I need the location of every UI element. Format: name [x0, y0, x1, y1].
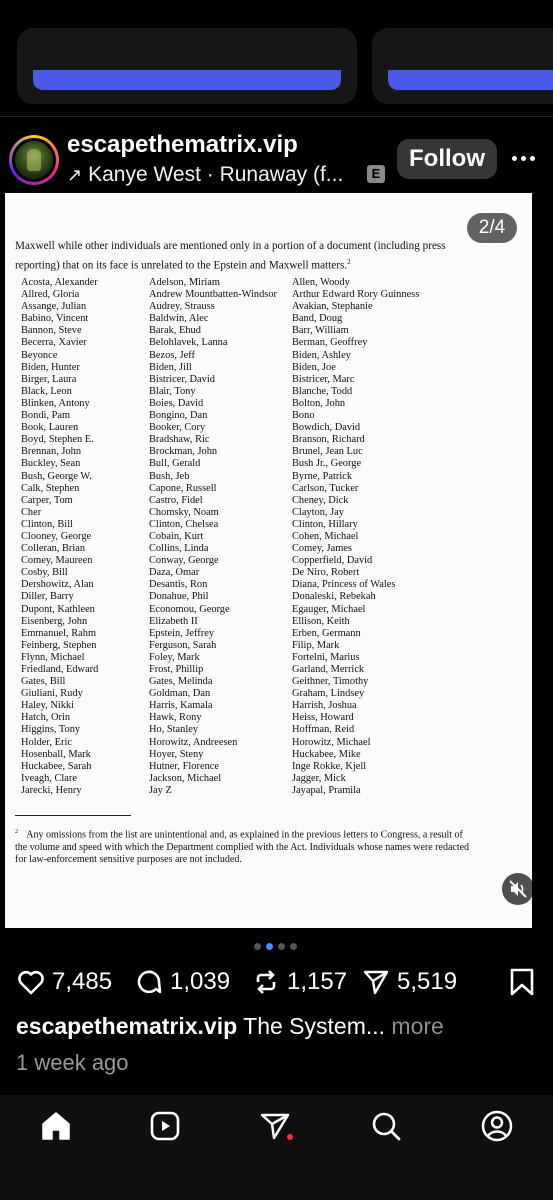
name-entry: Hosenball, Mark: [21, 748, 91, 760]
names-column: [149, 277, 277, 797]
name-entry: Fortelni, Marius: [292, 651, 360, 663]
name-entry: Bolton, John: [292, 397, 346, 409]
name-entry: Conway, George: [149, 555, 219, 567]
bookmark-icon[interactable]: [509, 968, 535, 996]
names-column: [21, 277, 98, 797]
name-entry: Boies, David: [149, 397, 204, 409]
name-entry: Biden, Hunter: [21, 361, 80, 373]
name-entry: Giuliani, Rudy: [21, 688, 83, 700]
name-entry: Cheney, Dick: [292, 494, 349, 506]
name-entry: Castro, Fidel: [149, 494, 203, 506]
name-entry: Iveagh, Clare: [21, 772, 77, 784]
name-entry: Brockman, John: [149, 446, 218, 458]
avatar[interactable]: [9, 135, 59, 185]
previous-post-card[interactable]: [17, 28, 357, 104]
name-entry: Feinberg, Stephen: [21, 639, 97, 651]
name-entry: Gates, Bill: [21, 676, 66, 688]
name-entry: Brunel, Jean Luc: [292, 446, 363, 458]
name-entry: Belohlavek, Lanna: [149, 337, 228, 349]
more-options-icon[interactable]: [512, 148, 536, 168]
name-entry: Assange, Julian: [21, 301, 87, 313]
name-entry: Dupont, Kathleen: [21, 603, 95, 615]
name-entry: Emmanuel, Rahm: [21, 627, 97, 639]
name-entry: Clinton, Hillary: [292, 518, 358, 530]
name-entry: Epstein, Jeffrey: [149, 627, 215, 639]
audio-track-name: Kanye West · Runaway (f...: [88, 163, 344, 186]
previous-post-button[interactable]: [33, 70, 341, 90]
name-entry: Jayapal, Pramila: [292, 784, 361, 796]
heart-icon: [16, 967, 46, 997]
name-entry: Diana, Princess of Wales: [292, 579, 396, 591]
like-button[interactable]: [16, 964, 112, 1000]
name-entry: Erben, Germann: [292, 627, 361, 639]
previous-post-button[interactable]: [388, 70, 553, 90]
trending-arrow-icon: ↗: [67, 165, 83, 185]
document-intro: Maxwell while other individuals are mentioned only in a portion of a document (including press reporting) that on its face is unrelated to the Epstein and Maxwell matters.$^2$: [15, 240, 446, 272]
name-entry: Black, Leon: [21, 385, 72, 397]
name-entry: Bistricer, David: [149, 373, 215, 385]
search-icon[interactable]: [369, 1109, 403, 1143]
name-entry: Colleran, Brian: [21, 543, 86, 555]
name-entry: Dershowitz, Alan: [21, 579, 94, 591]
caption-more-link[interactable]: more: [391, 1013, 444, 1039]
name-entry: Bongino, Dan: [149, 410, 208, 422]
name-entry: Comey, James: [292, 543, 352, 555]
name-entry: Capone, Russell: [149, 482, 217, 494]
follow-button[interactable]: Follow: [397, 139, 497, 179]
name-entry: Barak, Ehud: [149, 325, 201, 337]
name-entry: Holder, Eric: [21, 736, 72, 748]
name-entry: Bush, George W.: [21, 470, 92, 482]
name-entry: Allred, Gloria: [21, 289, 80, 301]
repost-button[interactable]: [251, 964, 347, 1000]
caption[interactable]: [16, 1013, 444, 1040]
name-entry: Harrish, Joshua: [292, 700, 357, 712]
comment-button[interactable]: [134, 964, 230, 1000]
name-entry: Foley, Mark: [149, 651, 200, 663]
name-entry: Frost, Phillip: [149, 664, 204, 675]
reels-icon[interactable]: [148, 1109, 182, 1143]
name-entry: Cobain, Kurt: [149, 530, 204, 542]
like-count: 7,485: [52, 968, 113, 995]
name-entry: Eisenberg, John: [21, 615, 88, 627]
name-entry: Bush, Jeb: [149, 470, 190, 482]
name-entry: Comey, Maureen: [21, 555, 93, 567]
name-entry: Arthur Edward Rory Guinness: [292, 289, 420, 301]
previous-post-card[interactable]: [372, 28, 553, 104]
name-entry: Hutner, Florence: [149, 760, 219, 772]
name-entry: Babino, Vincent: [21, 313, 89, 325]
name-entry: Audrey, Strauss: [149, 301, 215, 313]
name-entry: Becerra, Xavier: [21, 337, 87, 349]
name-entry: Clooney, George: [21, 530, 92, 542]
footnote-divider: [15, 815, 131, 816]
post-timestamp: 1 week ago: [16, 1050, 129, 1075]
name-entry: Band, Doug: [292, 313, 343, 325]
name-entry: Horowitz, Andreesen: [149, 736, 238, 748]
post-username[interactable]: escapethematrix.vip: [67, 131, 298, 158]
name-entry: Brennan, John: [21, 446, 82, 458]
name-entry: Egauger, Michael: [292, 603, 366, 615]
name-entry: Hatch, Orin: [21, 712, 71, 724]
name-entry: Huckabee, Mike: [292, 748, 361, 760]
name-entry: Chomsky, Noam: [149, 506, 219, 518]
name-entry: Donaleski, Rebekah: [292, 591, 376, 603]
name-entry: Elizabeth II: [149, 615, 198, 627]
name-entry: Biden, Joe: [292, 361, 336, 373]
name-entry: Clinton, Bill: [21, 518, 73, 530]
name-entry: Blair, Tony: [149, 385, 196, 397]
name-entry: Heiss, Howard: [292, 712, 354, 724]
name-entry: Garland, Merrick: [292, 664, 365, 675]
name-entry: Andrew Mountbatten-Windsor: [149, 289, 277, 301]
name-entry: Book, Lauren: [21, 422, 79, 434]
share-button[interactable]: [361, 964, 457, 1000]
name-entry: Daza, Omar: [149, 567, 200, 579]
comment-count: 1,039: [170, 968, 231, 995]
name-entry: Byrne, Patrick: [292, 470, 353, 482]
names-column: [292, 277, 419, 797]
name-entry: Higgins, Tony: [21, 724, 81, 736]
name-entry: Adelson, Miriam: [149, 277, 220, 288]
name-entry: Allen, Woody: [292, 277, 350, 288]
name-entry: Barr, William: [292, 325, 349, 337]
name-entry: Booker, Cory: [149, 422, 206, 434]
carousel-dots: [254, 943, 300, 951]
name-entry: Carlson, Tucker: [292, 482, 359, 494]
name-entry: Cher: [21, 506, 42, 518]
name-entry: Jagger, Mick: [292, 772, 346, 784]
name-entry: Branson, Richard: [292, 434, 365, 446]
name-entry: Desantis, Ron: [149, 579, 208, 591]
name-entry: Filip, Mark: [292, 639, 340, 651]
explicit-badge: E: [367, 165, 385, 183]
name-entry: Avakian, Stephanie: [292, 301, 373, 313]
comment-icon: [134, 967, 164, 997]
name-entry: Biden, Jill: [149, 361, 192, 373]
name-entry: Bowdich, David: [292, 422, 361, 434]
name-entry: Clayton, Jay: [292, 506, 344, 518]
name-entry: Diller, Barry: [21, 591, 74, 603]
name-entry: Gates, Melinda: [149, 676, 213, 688]
divider: [0, 116, 553, 117]
name-entry: De Niro, Robert: [292, 567, 360, 579]
footnote: $^2$ Any omissions from the list are unintentional and, as explained in the previous letters to Congress, a result of the volume and speed with which the Department complied with the Act. Individuals whose names were redacted for law-enforcement sensitive purposes are not included.: [15, 828, 470, 866]
name-entry: Boyd, Stephen E.: [21, 434, 94, 446]
name-entry: Ferguson, Sarah: [149, 639, 217, 651]
name-entry: Biden, Ashley: [292, 349, 351, 361]
name-entry: Bistricer, Marc: [292, 373, 355, 385]
mute-button[interactable]: [502, 873, 532, 905]
name-entry: Haley, Nikki: [21, 700, 74, 712]
name-entry: Blinken, Antony: [21, 397, 90, 409]
name-entry: Bull, Gerald: [149, 458, 201, 470]
name-entry: Horowitz, Michael: [292, 736, 371, 748]
home-icon[interactable]: [39, 1109, 73, 1143]
caption-username[interactable]: escapethematrix.vip: [16, 1013, 238, 1039]
name-entry: Jackson, Michael: [149, 772, 222, 784]
audio-track-link[interactable]: [67, 163, 343, 187]
repost-icon: [251, 967, 281, 997]
name-entry: Inge Rokke, Kjell: [292, 760, 367, 772]
name-entry: Bono: [292, 410, 315, 422]
send-icon: [361, 967, 391, 997]
name-entry: Hawk, Rony: [149, 712, 202, 724]
name-entry: Carper, Tom: [21, 494, 73, 506]
name-entry: Jay Z: [149, 784, 172, 796]
name-entry: Bezos, Jeff: [149, 349, 195, 361]
name-entry: Bannon, Steve: [21, 325, 82, 337]
name-entry: Geithner, Timothy: [292, 676, 369, 688]
name-entry: Graham, Lindsey: [292, 688, 365, 700]
name-entry: Hoyer, Steny: [149, 748, 204, 760]
name-entry: Donahue, Phil: [149, 591, 209, 603]
name-entry: Blanche, Todd: [292, 385, 353, 397]
name-entry: Clinton, Chelsea: [149, 518, 219, 530]
name-entry: Ho, Stanley: [149, 724, 199, 736]
name-entry: Acosta, Alexander: [21, 277, 98, 288]
name-entry: Beyonce: [21, 349, 58, 361]
name-entry: Bradshaw, Ric: [149, 434, 210, 446]
name-entry: Buckley, Sean: [21, 458, 81, 470]
speaker-muted-icon: [502, 873, 532, 905]
name-entry: Flynn, Michael: [21, 651, 85, 663]
share-count: 5,519: [397, 968, 458, 995]
name-entry: Economou, George: [149, 603, 230, 615]
slide-counter: 2/4: [467, 213, 517, 243]
name-entry: Calk, Stephen: [21, 482, 80, 494]
repost-count: 1,157: [287, 968, 348, 995]
bottom-nav: [0, 1095, 553, 1200]
name-entry: Bondi, Pam: [21, 410, 71, 422]
name-entry: Goldman, Dan: [149, 688, 211, 700]
name-entry: Cosby, Bill: [21, 567, 68, 579]
name-entry: Hoffman, Reid: [292, 724, 355, 736]
name-entry: Birger, Laura: [21, 373, 77, 385]
name-entry: Friedland, Edward: [21, 664, 99, 675]
name-entry: Jarecki, Henry: [21, 784, 82, 796]
name-entry: Cohen, Michael: [292, 530, 359, 542]
name-entry: Bush Jr., George: [292, 458, 362, 470]
name-entry: Harris, Kamala: [149, 700, 213, 712]
profile-icon[interactable]: [480, 1109, 514, 1143]
notification-dot: [287, 1134, 293, 1140]
name-entry: Copperfield, David: [292, 555, 373, 567]
name-entry: Collins, Linda: [149, 543, 209, 555]
name-entry: Ellison, Keith: [292, 615, 350, 627]
name-entry: Huckabee, Sarah: [21, 760, 92, 772]
name-entry: Baldwin, Alec: [149, 313, 209, 325]
caption-text: The System...: [243, 1013, 386, 1039]
name-entry: Berman, Geoffrey: [292, 337, 368, 349]
post-image[interactable]: [5, 193, 532, 928]
